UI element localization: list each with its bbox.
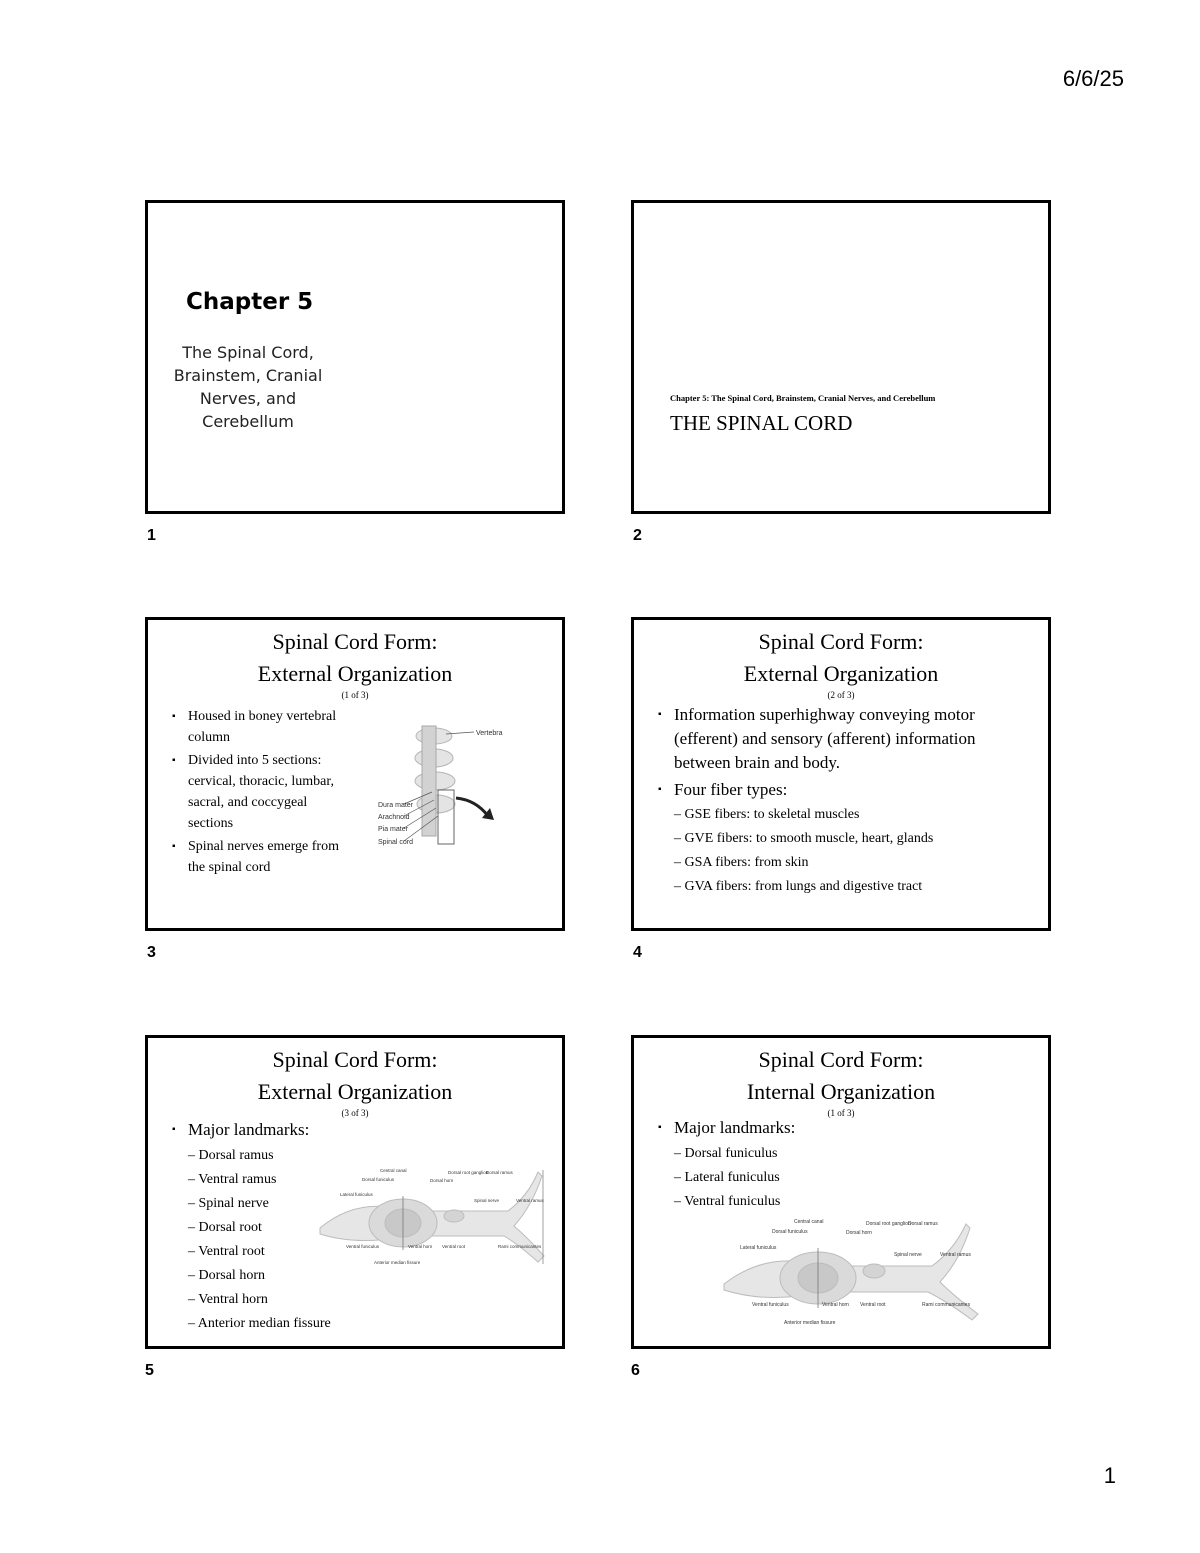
figure-label: Dorsal root ganglion <box>866 1221 911 1227</box>
slide-1[interactable] <box>145 200 565 514</box>
slide-5-bullets <box>172 1118 309 1142</box>
slide-2-number: 2 <box>633 527 642 544</box>
list-item: ▪ Information superhighway conveying motor (efferent) and sensory (afferent) information between brain and body. <box>658 703 1028 775</box>
figure-label: Spinal nerve <box>474 1198 500 1203</box>
figure-label: Central canal <box>794 1219 824 1225</box>
list-item: ▪ Housed in boney vertebral column <box>172 706 352 748</box>
figure-label: Rami communicantes <box>498 1244 542 1249</box>
slide-2-title: THE SPINAL CORD <box>670 411 853 435</box>
slide-5[interactable] <box>145 1035 565 1349</box>
slide-4-bullets <box>658 703 1028 802</box>
slide-4-sub-bullets <box>652 803 1051 899</box>
list-item: – GVA fibers: from lungs and digestive tract <box>674 879 923 894</box>
slide-4-number: 4 <box>633 944 642 961</box>
list-item: – Dorsal funiculus <box>674 1146 778 1161</box>
cross-section-figure <box>318 1166 546 1270</box>
figure-label: Dorsal ramus <box>908 1221 938 1227</box>
slide-4[interactable] <box>631 617 1051 931</box>
figure-label: Dorsal horn <box>846 1230 872 1236</box>
slide-3-number: 3 <box>147 944 156 961</box>
figure-label: Ventral root <box>442 1244 466 1249</box>
figure-label: Dorsal horn <box>430 1178 454 1183</box>
slide-3-counter: (1 of 3) <box>341 690 369 700</box>
page-number: 1 <box>1103 1463 1116 1488</box>
figure-label: Anterior median fissure <box>784 1320 836 1326</box>
figure-label: Ventral ramus <box>940 1252 971 1258</box>
slide-2-kicker: Chapter 5: The Spinal Cord, Brainstem, Cranial Nerves, and Cerebellum <box>670 393 936 403</box>
cross-section-figure <box>722 1216 982 1330</box>
figure-label: Lateral funiculus <box>340 1192 373 1197</box>
slide-3-title: Spinal Cord Form: External Organization (1 of 3) <box>148 626 562 700</box>
figure-label: Pia mater <box>378 826 408 833</box>
list-item: – Ventral funiculus <box>674 1194 781 1209</box>
list-item: ▪ Four fiber types: <box>658 778 1028 802</box>
figure-label: Dura mater <box>378 802 414 809</box>
slide-2[interactable] <box>631 200 1051 514</box>
vertebral-column-figure <box>376 720 506 858</box>
slide-6-counter: (1 of 3) <box>827 1108 855 1118</box>
list-item: – Ventral ramus <box>188 1172 277 1187</box>
list-item: – Ventral horn <box>188 1292 268 1307</box>
slide-4-counter: (2 of 3) <box>827 690 855 700</box>
figure-label: Lateral funiculus <box>740 1245 777 1251</box>
slide-6-title: Spinal Cord Form: Internal Organization (1 of 3) <box>634 1044 1048 1118</box>
list-item: ▪ Major landmarks: <box>658 1116 795 1140</box>
slide-1-title: Chapter 5 <box>186 289 314 315</box>
list-item: – GSA fibers: from skin <box>674 855 809 870</box>
figure-label: Central canal <box>380 1168 407 1173</box>
figure-label: Ventral horn <box>822 1302 849 1308</box>
figure-label: Spinal nerve <box>894 1252 922 1258</box>
header-date: 6/6/25 <box>1062 66 1124 91</box>
figure-label: Vertebra <box>476 730 503 737</box>
list-item: ▪ Divided into 5 sections: cervical, thoracic, lumbar, sacral, and coccygeal sections <box>172 750 352 834</box>
slide-6-number: 6 <box>631 1362 640 1379</box>
figure-label: Ventral horn <box>408 1244 433 1249</box>
slide-1-number: 1 <box>147 527 156 544</box>
slide-4-title: Spinal Cord Form: External Organization (2 of 3) <box>634 626 1048 700</box>
figure-label: Ventral root <box>860 1302 886 1308</box>
list-item: – Dorsal horn <box>188 1268 265 1283</box>
list-item: ▪ Spinal nerves emerge from the spinal cord <box>172 836 352 878</box>
figure-label: Dorsal funiculus <box>772 1229 808 1235</box>
list-item: ▪ Major landmarks: <box>172 1118 309 1142</box>
list-item: – Spinal nerve <box>188 1196 269 1211</box>
slide-5-title: Spinal Cord Form: External Organization (3 of 3) <box>148 1044 562 1118</box>
slide-5-counter: (3 of 3) <box>341 1108 369 1118</box>
list-item: – Dorsal ramus <box>188 1148 274 1163</box>
figure-label: Rami communicantes <box>922 1302 971 1308</box>
slide-1-subtitle: The Spinal Cord, Brainstem, Cranial Nerves, and Cerebellum <box>173 343 323 431</box>
figure-label: Anterior median fissure <box>374 1260 421 1265</box>
slide-6-sub-bullets <box>652 1142 874 1214</box>
list-item: – Lateral funiculus <box>674 1170 780 1185</box>
figure-label: Ventral ramus <box>516 1198 544 1203</box>
figure-label: Ventral funiculus <box>346 1244 380 1249</box>
slide-6[interactable] <box>631 1035 1051 1349</box>
slide-3-bullets <box>172 706 352 878</box>
figure-label: Dorsal funiculus <box>362 1177 395 1182</box>
figure-label: Ventral funiculus <box>752 1302 789 1308</box>
figure-label: Spinal cord <box>378 839 414 846</box>
figure-label: Dorsal root ganglion <box>448 1170 489 1175</box>
slide-3[interactable] <box>145 617 565 931</box>
figure-label: Dorsal ramus <box>486 1170 513 1175</box>
list-item: – GVE fibers: to smooth muscle, heart, glands <box>674 831 934 846</box>
figure-label: Arachnoid <box>378 814 410 821</box>
slide-6-bullets <box>658 1116 795 1140</box>
list-item: – Anterior median fissure <box>188 1316 331 1331</box>
list-item: – Dorsal root <box>188 1220 262 1235</box>
slide-5-number: 5 <box>145 1362 154 1379</box>
list-item: – GSE fibers: to skeletal muscles <box>674 807 860 822</box>
list-item: – Ventral root <box>188 1244 265 1259</box>
